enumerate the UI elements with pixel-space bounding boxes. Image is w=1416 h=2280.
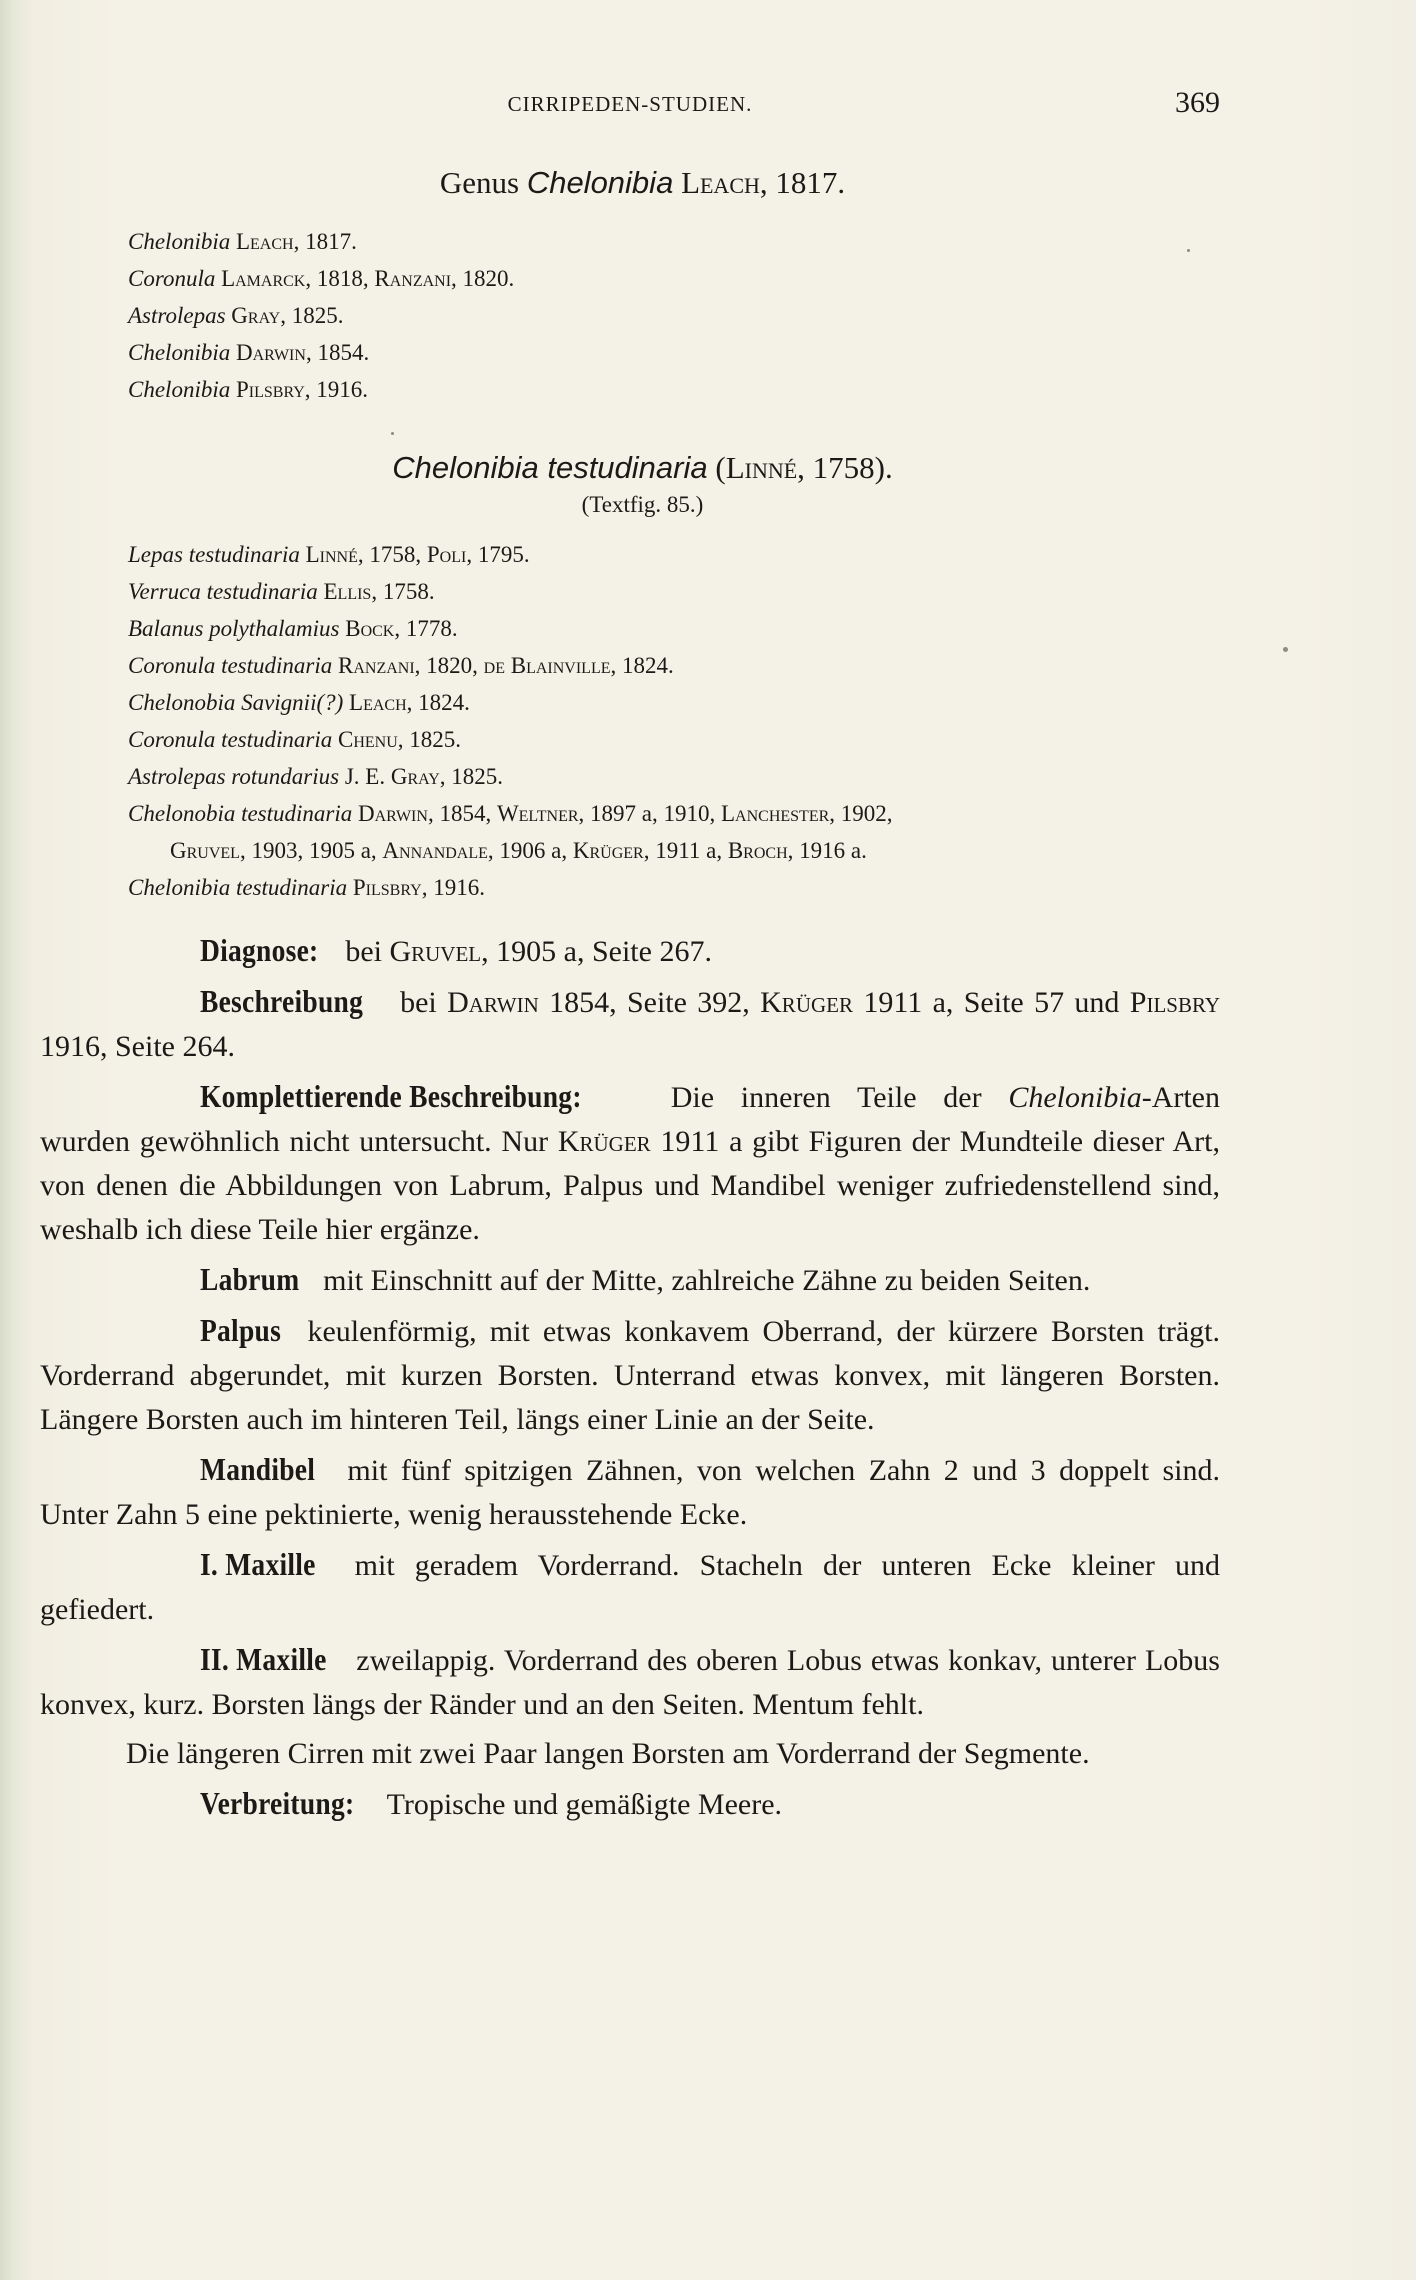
synonym-entry-continuation bbox=[128, 832, 1220, 869]
mandibel-paragraph bbox=[40, 1447, 1220, 1537]
synonym-author: Darwin bbox=[358, 801, 428, 826]
synonym-author: Gray bbox=[231, 303, 281, 328]
textfig-reference: (Textfig. 85.) bbox=[581, 492, 704, 517]
komplettierende-label: Komplettierende Beschreibung: bbox=[199, 1078, 582, 1114]
genus-year: , 1817. bbox=[759, 165, 846, 200]
synonym-name: Chelonibia testudinaria bbox=[128, 875, 348, 900]
synonym-entry bbox=[128, 223, 1220, 260]
page-body bbox=[40, 165, 1220, 1827]
genus-name: Chelonibia bbox=[526, 165, 674, 200]
species-name: Chelonibia testudinaria bbox=[392, 450, 708, 485]
synonym-entry bbox=[128, 758, 1220, 795]
synonym-author: Ellis bbox=[323, 579, 372, 604]
synonym-author: Bock bbox=[345, 616, 395, 641]
synonym-name: Verruca testudinaria bbox=[128, 579, 318, 604]
labrum-text: mit Einschnitt auf der Mitte, zahlreiche Zähne zu beiden Seiten. bbox=[315, 1264, 1091, 1297]
running-head: CIRRIPEDEN-STUDIEN. bbox=[507, 92, 753, 116]
maxille-1-text: mit geradem Vorderrand. Stacheln der unteren Ecke kleiner und gefiedert. bbox=[40, 1549, 1220, 1626]
palpus-label: Palpus bbox=[199, 1312, 282, 1348]
synonym-name: Astrolepas rotundarius bbox=[128, 764, 340, 789]
paper-speck bbox=[1283, 647, 1288, 652]
synonym-name: Balanus polythalamius bbox=[128, 616, 340, 641]
paper-speck bbox=[391, 432, 394, 435]
maxille-2-label: II. Maxille bbox=[199, 1641, 327, 1677]
synonym-ref: , 1824. bbox=[406, 690, 470, 715]
komplettierende-paragraph bbox=[40, 1074, 1220, 1252]
beschreibung-text: 1916, Seite 264. bbox=[40, 1030, 235, 1063]
synonym-ref: , 1903, 1905 a, bbox=[239, 838, 383, 863]
synonym-name: Chelonibia bbox=[128, 377, 231, 402]
synonym-ref: , 1778. bbox=[394, 616, 458, 641]
synonym-author: J. E. Gray bbox=[344, 764, 440, 789]
synonym-name: Chelonobia testudinaria bbox=[128, 801, 353, 826]
synonym-ref: , 1758, bbox=[357, 542, 427, 567]
maxille-2-text: zweilappig. Vorderrand des oberen Lobus etwas konkav, unterer Lobus konvex, kurz. Borsten längs der Ränder und an den Seiten. Mentum fehlt. bbox=[40, 1644, 1220, 1721]
synonym-entry bbox=[128, 684, 1220, 721]
mandibel-label: Mandibel bbox=[199, 1451, 316, 1487]
verbreitung-label: Verbreitung: bbox=[199, 1785, 355, 1821]
beschreibung-paragraph bbox=[40, 979, 1220, 1069]
synonym-entry bbox=[128, 647, 1220, 684]
beschreibung-label: Beschreibung bbox=[199, 983, 364, 1019]
synonym-ref: , 1820, bbox=[414, 653, 484, 678]
synonym-author: Leach bbox=[349, 690, 407, 715]
synonym-ref: , 1897 a, 1910, bbox=[578, 801, 721, 826]
synonym-ref: , 1820. bbox=[451, 266, 515, 291]
synonym-author: Weltner bbox=[496, 801, 579, 826]
diagnose-text: bei bbox=[337, 935, 390, 968]
species-synonym-list bbox=[128, 536, 1220, 906]
labrum-label: Labrum bbox=[199, 1261, 300, 1297]
cirren-paragraph: Die längeren Cirren mit zwei Paar langen Borsten am Vorderrand der Segmente. bbox=[126, 1737, 1090, 1770]
genus-synonym-list bbox=[128, 223, 1220, 408]
verbreitung-paragraph bbox=[40, 1781, 1220, 1827]
synonym-entry bbox=[128, 795, 1220, 832]
synonym-ref: , 1854, bbox=[427, 801, 497, 826]
species-heading bbox=[40, 450, 1220, 486]
synonym-author: Krüger bbox=[572, 838, 644, 863]
synonym-entry bbox=[128, 869, 1220, 906]
genus-italic: Chelonibia bbox=[1008, 1081, 1142, 1114]
synonym-ref: , 1916. bbox=[421, 875, 485, 900]
verbreitung-text: Tropische und gemäßigte Meere. bbox=[379, 1788, 783, 1821]
beschreibung-author: Pilsbry bbox=[1129, 986, 1220, 1019]
komplettierende-text: 1911 a gibt Figuren der Mundteile dieser Art, von denen die Abbildungen von Labrum, Palpus und Mandibel weniger zufriedenstellend sind, weshalb ich diese Teile hier ergänze. bbox=[40, 1125, 1220, 1246]
genus-heading bbox=[40, 165, 1220, 201]
synonym-ref: , 1916 a. bbox=[787, 838, 867, 863]
synonym-name: Chelonibia bbox=[128, 229, 231, 254]
mandibel-text: mit fünf spitzigen Zähnen, von welchen Zahn 2 und 3 doppelt sind. Unter Zahn 5 eine pektinierte, wenig herausstehende Ecke. bbox=[40, 1454, 1220, 1531]
page-number: 369 bbox=[1175, 86, 1220, 119]
synonym-entry bbox=[128, 371, 1220, 408]
synonym-ref: , 1854. bbox=[305, 340, 370, 365]
synonym-name: Coronula testudinaria bbox=[128, 727, 333, 752]
labrum-paragraph bbox=[40, 1257, 1220, 1303]
synonym-author: Lanchester bbox=[720, 801, 830, 826]
synonym-name: Coronula bbox=[128, 266, 216, 291]
synonym-author: Gruvel bbox=[170, 838, 240, 863]
komplettierende-text: -Arten wurden gewöhnlich nicht untersucht. Nur bbox=[40, 1081, 1220, 1158]
beschreibung-author: Krüger bbox=[760, 986, 853, 1019]
synonym-name: Chelonobia Savignii(?) bbox=[128, 690, 344, 715]
beschreibung-text: bei bbox=[389, 986, 448, 1019]
maxille-1-label: I. Maxille bbox=[199, 1546, 316, 1582]
synonym-author: Lamarck bbox=[221, 266, 306, 291]
synonym-ref: , 1825. bbox=[439, 764, 504, 789]
synonym-ref: , 1817. bbox=[293, 229, 357, 254]
synonym-ref: , 1825. bbox=[397, 727, 462, 752]
synonym-author: Poli bbox=[426, 542, 467, 567]
synonym-ref: , 1916. bbox=[304, 377, 369, 402]
species-authority: Linné bbox=[725, 450, 798, 485]
synonym-author: Annandale bbox=[382, 838, 488, 863]
synonym-author: Leach bbox=[235, 229, 294, 254]
synonym-entry bbox=[128, 536, 1220, 573]
synonym-ref: , 1818, bbox=[305, 266, 375, 291]
synonym-ref: , 1824. bbox=[610, 653, 674, 678]
species-paren: ( bbox=[707, 450, 726, 485]
beschreibung-author: Darwin bbox=[447, 986, 539, 1019]
diagnose-ref: , 1905 a, Seite 267. bbox=[481, 935, 712, 968]
genus-prefix: Genus bbox=[439, 165, 527, 200]
synonym-entry bbox=[128, 721, 1220, 758]
diagnose-author: Gruvel bbox=[389, 935, 482, 968]
synonym-name: Chelonibia bbox=[128, 340, 231, 365]
synonym-name: Lepas testudinaria bbox=[128, 542, 300, 567]
synonym-ref: , 1902, bbox=[829, 801, 893, 826]
synonym-author: Darwin bbox=[235, 340, 306, 365]
synonym-author: Linné bbox=[305, 542, 358, 567]
species-year: , 1758). bbox=[797, 450, 893, 485]
synonym-ref: , 1795. bbox=[466, 542, 530, 567]
synonym-ref: , 1911 a, bbox=[643, 838, 728, 863]
komplettierende-author: Krüger bbox=[557, 1125, 651, 1158]
maxille-1-paragraph bbox=[40, 1542, 1220, 1632]
synonym-entry bbox=[128, 297, 1220, 334]
beschreibung-text: 1911 a, Seite 57 und bbox=[852, 986, 1130, 1019]
synonym-name: Coronula testudinaria bbox=[128, 653, 333, 678]
diagnose-paragraph bbox=[40, 928, 1220, 974]
synonym-author: de Blainville bbox=[483, 653, 611, 678]
synonym-author: Ranzani bbox=[338, 653, 415, 678]
synonym-entry bbox=[128, 260, 1220, 297]
synonym-entry bbox=[128, 334, 1220, 371]
synonym-ref: , 1906 a, bbox=[487, 838, 573, 863]
diagnose-label: Diagnose: bbox=[199, 932, 319, 968]
palpus-text: keulenförmig, mit etwas konkavem Oberrand, der kürzere Borsten trägt. Vorderrand abgerundet, mit kurzen Borsten. Unterrand etwas konvex, mit längeren Borsten. Längere Borsten auch im hinteren Teil, längs einer Linie an der Seite. bbox=[40, 1315, 1220, 1436]
synonym-author: Pilsbry bbox=[235, 377, 305, 402]
beschreibung-text: 1854, Seite 392, bbox=[538, 986, 761, 1019]
page-header bbox=[40, 86, 1220, 122]
maxille-2-paragraph bbox=[40, 1637, 1220, 1727]
synonym-author: Ranzani bbox=[374, 266, 452, 291]
synonym-author: Chenu bbox=[338, 727, 398, 752]
palpus-paragraph bbox=[40, 1308, 1220, 1442]
synonym-author: Pilsbry bbox=[352, 875, 422, 900]
synonym-entry bbox=[128, 573, 1220, 610]
synonym-entry bbox=[128, 610, 1220, 647]
synonym-ref: , 1758. bbox=[371, 579, 435, 604]
synonym-name: Astrolepas bbox=[128, 303, 226, 328]
synonym-author: Broch bbox=[727, 838, 788, 863]
paper-speck bbox=[1187, 249, 1190, 252]
genus-author: Leach bbox=[681, 165, 760, 200]
komplettierende-text: Die inneren Teile der bbox=[643, 1081, 1009, 1114]
synonym-ref: , 1825. bbox=[280, 303, 344, 328]
